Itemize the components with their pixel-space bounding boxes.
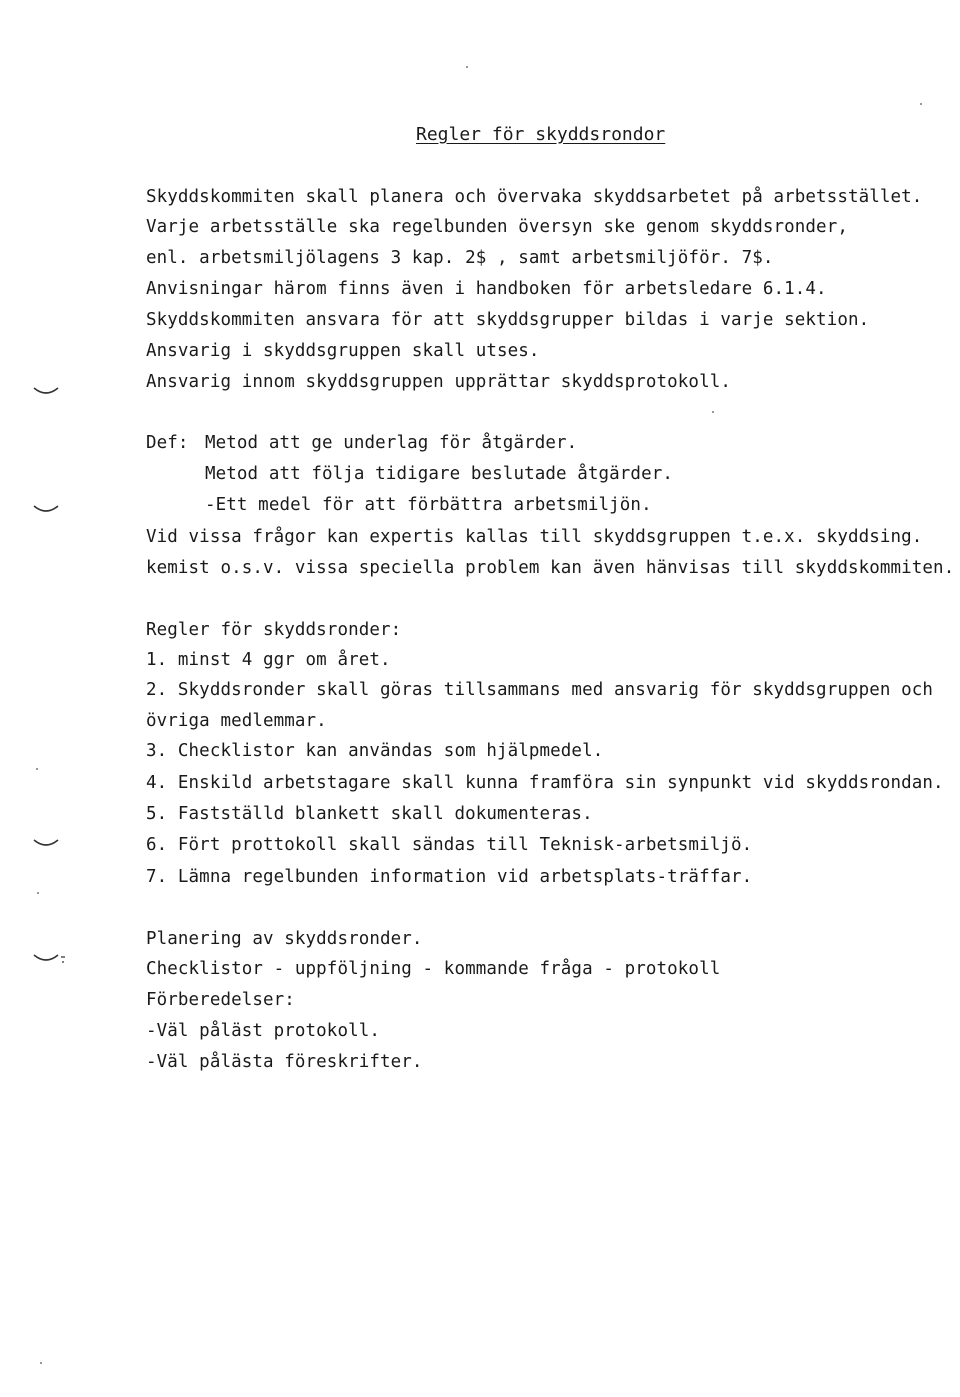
rule-item: 7. Lämna regelbunden information vid arbetsplats-träffar.	[146, 867, 753, 887]
scan-speck	[712, 411, 714, 413]
planning-line: Checklistor - uppföljning - kommande fråga - protokoll	[146, 959, 721, 979]
binder-hole-mark	[33, 386, 59, 396]
scan-speck	[466, 66, 468, 68]
binder-hole-mark	[33, 504, 59, 514]
scan-speck	[36, 768, 38, 770]
intro-line: Ansvarig i skyddsgruppen skall utses.	[146, 341, 540, 361]
scan-speck	[920, 103, 922, 105]
intro-line: Anvisningar härom finns även i handboken för arbetsledare 6.1.4.	[146, 279, 827, 299]
binder-hole-mark	[33, 953, 67, 963]
definition-label: Def:	[146, 433, 189, 453]
definition-line: -Ett medel för att förbättra arbetsmiljön.	[205, 495, 652, 515]
rules-heading: Regler för skyddsronder:	[146, 620, 402, 640]
definition-line: Metod att ge underlag för åtgärder.	[205, 433, 578, 453]
rule-item: 3. Checklistor kan användas som hjälpmedel.	[146, 741, 604, 761]
planning-line: -Väl påläst protokoll.	[146, 1021, 380, 1041]
scan-speck	[37, 892, 39, 894]
planning-line: Planering av skyddsronder.	[146, 929, 423, 949]
intro-line: enl. arbetsmiljölagens 3 kap. 2$ , samt arbetsmiljöför. 7$.	[146, 248, 774, 268]
expertise-line: kemist o.s.v. vissa speciella problem kan även hänvisas till skyddskommiten.	[146, 558, 955, 578]
document-title: Regler för skyddsrondor	[416, 124, 666, 145]
rule-item-continuation: övriga medlemmar.	[146, 711, 327, 731]
definition-line: Metod att följa tidigare beslutade åtgärder.	[205, 464, 673, 484]
planning-line: -Väl pålästa föreskrifter.	[146, 1052, 423, 1072]
intro-line: Ansvarig innom skyddsgruppen upprättar skyddsprotokoll.	[146, 372, 731, 392]
planning-line: Förberedelser:	[146, 990, 295, 1010]
scan-speck	[40, 1362, 42, 1364]
rule-item: 2. Skyddsronder skall göras tillsammans med ansvarig för skyddsgruppen och	[146, 680, 934, 700]
intro-line: Skyddskommiten ansvara för att skyddsgrupper bildas i varje sektion.	[146, 310, 870, 330]
intro-line: Skyddskommiten skall planera och övervaka skyddsarbetet på arbetsstället.	[146, 187, 923, 207]
rule-item: 5. Fastställd blankett skall dokumenteras.	[146, 804, 593, 824]
intro-line: Varje arbetsställe ska regelbunden översyn ske genom skyddsronder,	[146, 217, 848, 237]
rule-item: 4. Enskild arbetstagare skall kunna framföra sin synpunkt vid skyddsrondan.	[146, 773, 944, 793]
rule-item: 1. minst 4 ggr om året.	[146, 650, 391, 670]
binder-hole-mark	[33, 838, 59, 848]
expertise-line: Vid vissa frågor kan expertis kallas till skyddsgruppen t.e.x. skyddsing.	[146, 527, 923, 547]
rule-item: 6. Fört prottokoll skall sändas till Teknisk-arbetsmiljö.	[146, 835, 753, 855]
